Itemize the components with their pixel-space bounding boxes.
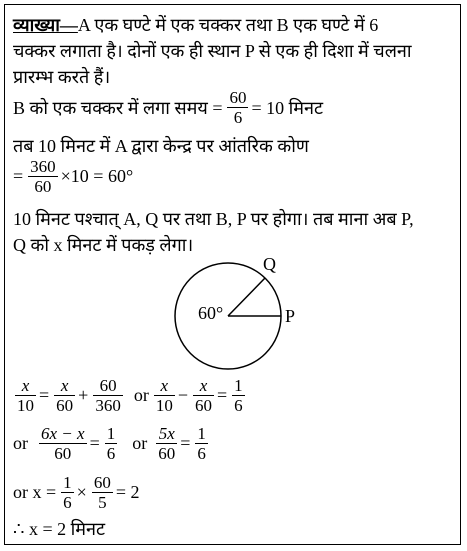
fraction-numerator: 1 <box>63 473 72 492</box>
or-word: or <box>133 385 149 405</box>
fraction-numerator: 1 <box>234 376 243 395</box>
plus-sign: + <box>78 385 89 405</box>
angle-label: 60° <box>198 303 224 323</box>
fraction-numerator: 1 <box>106 424 116 443</box>
fraction-denominator: 6 <box>106 444 116 463</box>
fraction <box>156 424 177 463</box>
fraction-numerator: x <box>15 376 36 396</box>
fraction-numerator: x <box>154 376 175 396</box>
angle-equation <box>13 157 136 196</box>
equals-sign: = <box>89 433 100 453</box>
minus-sign: − <box>177 385 188 405</box>
fraction-numerator: x <box>54 376 75 396</box>
b-time-result: = 10 मिनट <box>251 97 324 118</box>
fraction-denominator: 6 <box>197 444 206 463</box>
angle-fraction <box>28 157 58 196</box>
fraction-denominator: 6 <box>234 396 243 415</box>
fraction <box>232 376 245 415</box>
fraction-numerator: 360 <box>30 157 56 176</box>
fraction-numerator: 5x <box>156 424 177 444</box>
b-time-text: B को एक चक्कर में लगा समय = <box>13 97 223 118</box>
fraction-numerator: 60 <box>93 473 111 492</box>
times-sign: × <box>76 482 87 502</box>
fraction <box>61 473 74 512</box>
fraction-denominator: 5 <box>98 493 107 512</box>
fraction <box>193 376 214 415</box>
fraction <box>93 376 123 415</box>
point-q-label: Q <box>263 256 276 274</box>
result: = 2 <box>115 482 140 502</box>
angle-text-line: तब 10 मिनट में A द्वारा केन्द्र पर आंतरिक कोण <box>13 136 309 156</box>
fraction-denominator: 6 <box>63 493 72 512</box>
equals-sign: = <box>13 166 24 186</box>
circle-diagram <box>160 256 310 376</box>
heading: व्याख्या— <box>13 15 78 35</box>
equation-line-3 <box>13 473 142 512</box>
b-time-line <box>13 88 326 127</box>
radius-q <box>228 278 265 316</box>
equals-sign: = <box>216 385 228 405</box>
fraction-numerator: x <box>193 376 214 396</box>
fraction-numerator: 60 <box>93 376 123 396</box>
intro-line-3: प्रारम्भ करते हैं। <box>13 67 111 87</box>
fraction-denominator: 60 <box>158 444 176 463</box>
or-word: or <box>132 433 148 453</box>
angle-result: ×10 = 60° <box>60 166 134 186</box>
fraction <box>54 376 75 415</box>
after-line-2: Q को x मिनट में पकड़ लेगा। <box>13 235 194 255</box>
point-p-label: P <box>285 306 296 326</box>
fraction <box>105 424 118 463</box>
or-word: or <box>13 433 28 453</box>
fraction-denominator: 6 <box>233 108 243 127</box>
or-x-equals: or x = <box>13 482 57 502</box>
fraction <box>195 424 208 463</box>
b-time-fraction <box>227 88 248 127</box>
intro-line-2: चक्कर लगाता है। दोनों एक ही स्थान P से एक ही दिशा में चलना <box>13 41 412 61</box>
equation-line-2 <box>13 424 211 463</box>
conclusion: ∴ x = 2 मिनट <box>13 519 106 539</box>
equals-sign: = <box>39 385 50 405</box>
fraction-numerator: 60 <box>229 88 247 107</box>
fraction-denominator: 360 <box>95 396 121 415</box>
fraction-denominator: 60 <box>194 396 212 415</box>
fraction <box>39 424 87 463</box>
fraction-denominator: 10 <box>17 396 34 415</box>
fraction-numerator: 6x − x <box>41 424 85 443</box>
fraction <box>92 473 113 512</box>
fraction-denominator: 10 <box>155 396 173 415</box>
fraction <box>154 376 175 415</box>
fraction-denominator: 60 <box>56 396 74 415</box>
after-line-1: 10 मिनट पश्चात् A, Q पर तथा B, P पर होगा। तब माना अब P, <box>13 209 414 229</box>
fraction-numerator: 1 <box>197 424 206 443</box>
equation-line-1 <box>13 376 248 415</box>
fraction-denominator: 60 <box>34 177 52 196</box>
equals-sign: = <box>180 433 191 453</box>
fraction-denominator: 60 <box>54 444 72 463</box>
fraction <box>15 376 36 415</box>
intro-line-1 <box>13 14 378 36</box>
intro-text-1: A एक घण्टे में एक चक्कर तथा B एक घण्टे में 6 <box>77 15 379 35</box>
